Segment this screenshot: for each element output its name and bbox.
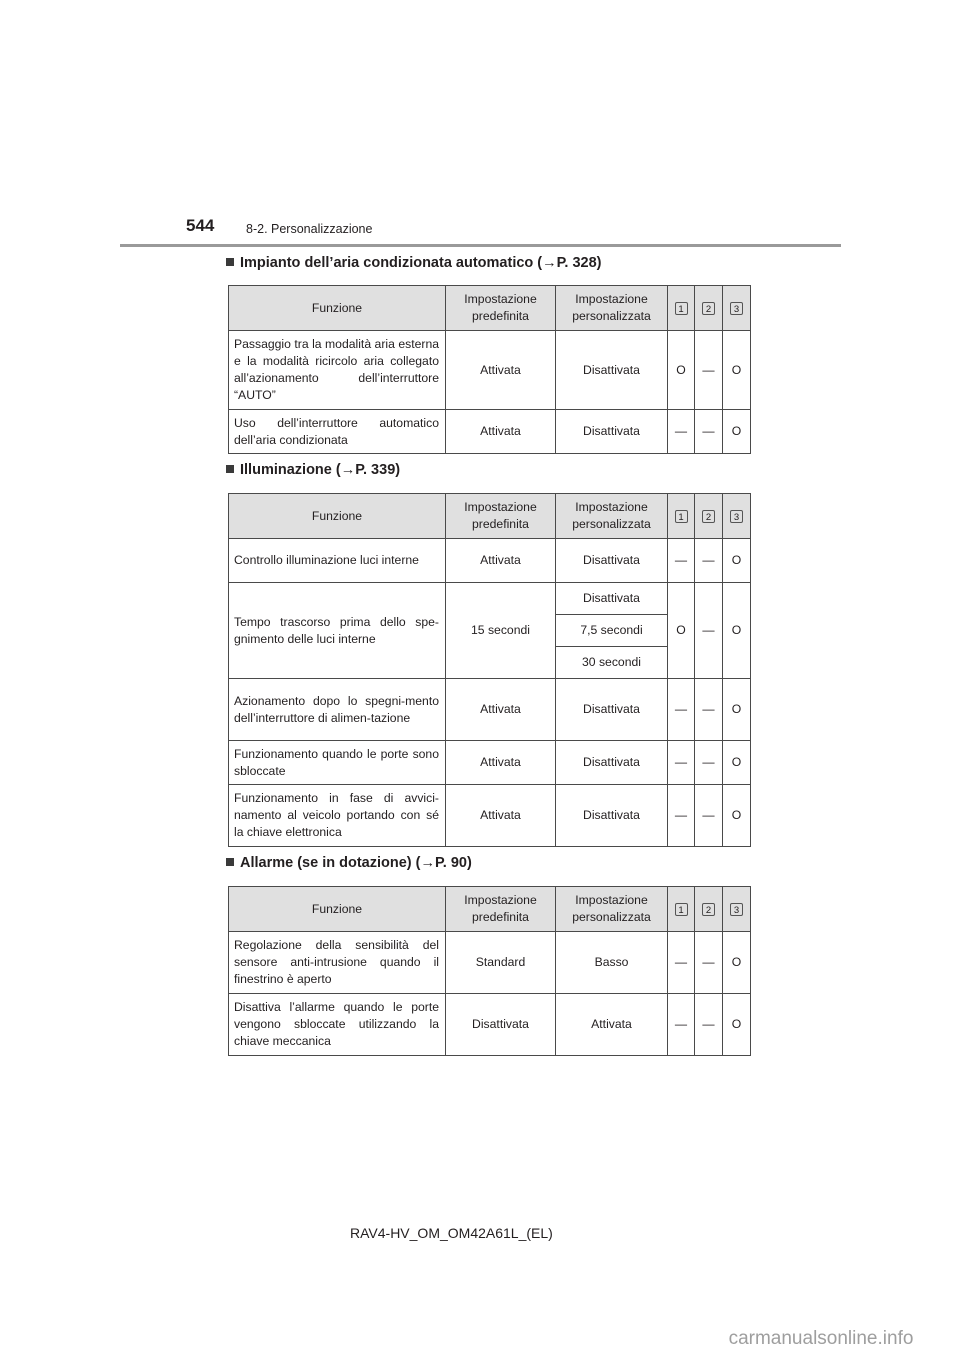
mark-cell-1: — <box>668 410 695 454</box>
table-row <box>229 583 751 615</box>
function-cell: Regolazione della sensibilità del sensore anti-intrusione quando il finestrino è aperto <box>229 932 446 994</box>
col-header-predefinita: Impostazione predefinita <box>446 286 556 331</box>
bullet-square-icon <box>226 858 234 866</box>
table-row <box>229 741 751 785</box>
number-1-icon: 1 <box>675 302 688 315</box>
col-header-1 <box>668 494 695 539</box>
mark-cell-2: — <box>695 539 723 583</box>
mark-cell-1: — <box>668 932 695 994</box>
col-header-2 <box>695 286 723 331</box>
function-cell: Funzionamento quando le porte sono sbloccate <box>229 741 446 785</box>
custom-cell: Disattivata <box>556 679 668 741</box>
default-cell: Attivata <box>446 539 556 583</box>
mark-cell-3: O <box>723 679 751 741</box>
mark-cell-3: O <box>723 994 751 1056</box>
document-code: RAV4-HV_OM_OM42A61L_(EL) <box>350 1225 553 1241</box>
default-cell: Attivata <box>446 741 556 785</box>
mark-cell-1: O <box>668 583 695 679</box>
mark-cell-3: O <box>723 331 751 410</box>
mark-cell-3: O <box>723 741 751 785</box>
col-header-2 <box>695 494 723 539</box>
section-reference: 8-2. Personalizzazione <box>246 222 373 236</box>
custom-option-cell: 7,5 secondi <box>556 615 668 647</box>
mark-cell-1: — <box>668 741 695 785</box>
custom-option-cell: 30 secondi <box>556 647 668 679</box>
col-header-predefinita: Impostazione predefinita <box>446 494 556 539</box>
custom-cell: Disattivata <box>556 785 668 847</box>
mark-cell-3: O <box>723 785 751 847</box>
default-cell: Attivata <box>446 679 556 741</box>
header-rule <box>120 244 841 247</box>
climate-settings-table <box>228 285 751 454</box>
number-3-icon: 3 <box>730 302 743 315</box>
watermark: carmanualsonline.info <box>728 1328 914 1349</box>
col-header-personalizzata: Impostazione personalizzata <box>556 887 668 932</box>
table-header-row <box>229 494 751 539</box>
number-1-icon: 1 <box>675 510 688 523</box>
mark-cell-2: — <box>695 994 723 1056</box>
table-header-row <box>229 286 751 331</box>
col-header-funzione: Funzione <box>229 887 446 932</box>
table-header-row <box>229 887 751 932</box>
col-header-personalizzata: Impostazione personalizzata <box>556 494 668 539</box>
alarm-settings-table <box>228 886 751 1056</box>
page-number: 544 <box>186 216 215 235</box>
function-cell: Passaggio tra la modalità aria esterna e la modalità ricircolo aria collegato all’azionamento dell’interruttore “AUTO” <box>229 331 446 410</box>
col-header-3 <box>723 286 751 331</box>
default-cell: Disattivata <box>446 994 556 1056</box>
function-cell: Tempo trascorso prima dello spe-gnimento delle luci interne <box>229 583 446 679</box>
section-heading-climate: Impianto dell’aria condizionata automatico (→P. 328) <box>226 255 602 271</box>
custom-cell: Basso <box>556 932 668 994</box>
table-row <box>229 539 751 583</box>
mark-cell-3: O <box>723 583 751 679</box>
function-cell: Controllo illuminazione luci interne <box>229 539 446 583</box>
bullet-square-icon <box>226 258 234 266</box>
mark-cell-2: — <box>695 741 723 785</box>
custom-cell: Disattivata <box>556 331 668 410</box>
default-cell: 15 secondi <box>446 583 556 679</box>
custom-cell: Disattivata <box>556 741 668 785</box>
mark-cell-2: — <box>695 410 723 454</box>
number-3-icon: 3 <box>730 510 743 523</box>
default-cell: Standard <box>446 932 556 994</box>
mark-cell-2: — <box>695 785 723 847</box>
mark-cell-2: — <box>695 583 723 679</box>
number-2-icon: 2 <box>702 510 715 523</box>
custom-cell: Disattivata <box>556 410 668 454</box>
table-row <box>229 410 751 454</box>
mark-cell-2: — <box>695 331 723 410</box>
custom-cell: Disattivata <box>556 539 668 583</box>
section-heading-alarm: Allarme (se in dotazione) (→P. 90) <box>226 855 472 871</box>
mark-cell-2: — <box>695 679 723 741</box>
section-heading-lighting: Illuminazione (→P. 339) <box>226 462 400 478</box>
mark-cell-1: — <box>668 994 695 1056</box>
col-header-3 <box>723 494 751 539</box>
mark-cell-1: — <box>668 679 695 741</box>
custom-option-cell: Disattivata <box>556 583 668 615</box>
bullet-square-icon <box>226 465 234 473</box>
col-header-funzione: Funzione <box>229 494 446 539</box>
mark-cell-3: O <box>723 539 751 583</box>
function-cell: Uso dell’interruttore automatico dell’aria condizionata <box>229 410 446 454</box>
table-row <box>229 785 751 847</box>
default-cell: Attivata <box>446 410 556 454</box>
mark-cell-3: O <box>723 932 751 994</box>
col-header-predefinita: Impostazione predefinita <box>446 887 556 932</box>
function-cell: Funzionamento in fase di avvici-namento al veicolo portando con sé la chiave elettronica <box>229 785 446 847</box>
table-row <box>229 994 751 1056</box>
col-header-2 <box>695 887 723 932</box>
number-3-icon: 3 <box>730 903 743 916</box>
mark-cell-2: — <box>695 932 723 994</box>
mark-cell-3: O <box>723 410 751 454</box>
default-cell: Attivata <box>446 785 556 847</box>
table-row <box>229 679 751 741</box>
custom-cell: Attivata <box>556 994 668 1056</box>
function-cell: Disattiva l’allarme quando le porte vengono sbloccate utilizzando la chiave meccanica <box>229 994 446 1056</box>
table-row <box>229 331 751 410</box>
mark-cell-1: — <box>668 539 695 583</box>
table-row <box>229 932 751 994</box>
col-header-3 <box>723 887 751 932</box>
col-header-1 <box>668 887 695 932</box>
number-2-icon: 2 <box>702 302 715 315</box>
lighting-settings-table <box>228 493 751 847</box>
col-header-funzione: Funzione <box>229 286 446 331</box>
col-header-personalizzata: Impostazione personalizzata <box>556 286 668 331</box>
mark-cell-1: — <box>668 785 695 847</box>
mark-cell-1: O <box>668 331 695 410</box>
default-cell: Attivata <box>446 331 556 410</box>
number-1-icon: 1 <box>675 903 688 916</box>
function-cell: Azionamento dopo lo spegni-mento dell’interruttore di alimen-tazione <box>229 679 446 741</box>
col-header-1 <box>668 286 695 331</box>
number-2-icon: 2 <box>702 903 715 916</box>
